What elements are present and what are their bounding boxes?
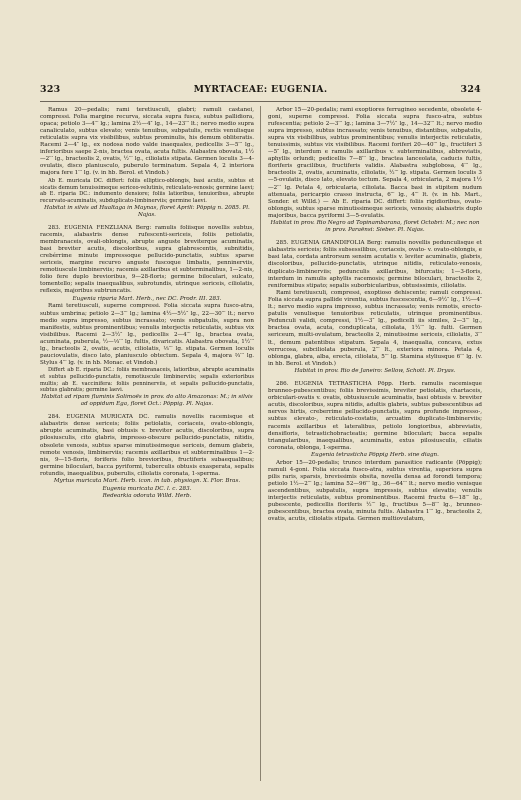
habitat-citation: Habitat in prov. Rio Negro ad Topinambarana, floret Octobri: M.; nec non in prov. Paraënsi: Sieber. Pl. Najas. — [270, 220, 480, 234]
species-heading: 284. EUGENIA MURICATA DC. ramulis novellis racemisque et alabastris dense sericeis; foliis petiolatis, coriaceis, ovato-oblongis, abrupte acuminatis, basi obtusis v. breviter acutis, discoloribus, supra pilosiusculis, cito glabris, impresso-obscure pellucido-punctatis, nitidis, obsolete venosis, subtus sparse minutissimeque sericeis, demum glabris, remote venosis, limbinerviis; racemis axillaribus et subterminalibus 1—2-nis, 9—15-floris, foriferis folio brevioribus, fructiferis subaequalibus; germine biloculari, bacca pyriformi, tuberculis obtusis exasperata, sepalis rotundis, inaequalibus, puberulis, ciliolatis coronata, 1-sperma. — [40, 414, 254, 477]
synonym-citation: Myrtus muricata Mart. Herb. icon. in tab. physiogn. X. Flor. Bras. — [53, 478, 241, 485]
species-heading: 285. EUGENIA GRANDIFOLIA Berg: ramulis novellis pedunculisque et alabastris sericeis; foliis subsessilibus, coriaceis, ovato- v. ovato-oblongis, e basi lata, cordata antrorsum sensim acutatis v. leviter acuminatis, glabris, discoloribus, pellucido-punctatis, utrinque nitidis, reticulato-venosis, duplicato-limbinerviis; pedunculis axillaribus, bifurcatis; 1—3-floris, interdum in ramulis aphyllis racemosis; germine biloculari, bracteolis 2, reniformibus stipato; sepalis suborbicularibus, obtusissimis, ciliolatis. — [268, 240, 482, 289]
habitat-citation: Habitat in prov. Rio de Janeiro: Sellow, Schott. Pl. Dryas. — [294, 368, 456, 375]
right-column — [268, 107, 482, 523]
synonym-citation: Eugenia riparia Mart. Herb., nec DC. Prodr. III. 283. — [72, 295, 222, 302]
page-number-left: 323 — [40, 84, 61, 95]
synonym-citation: Eugenia muricata DC. l. c. 283. — [102, 485, 192, 492]
habitat-citation: Habitat in silvis ad Hualtaga in Maynas, floret Aprili: Pöppig n. 2085. Pl. Najas. — [44, 204, 250, 218]
synonym-citation: Redearkia odorata Willd. Herb. — [102, 493, 192, 500]
species-heading: 286. EUGENIA TETRASTICHA Pöpp. Herb. ramulis racemisque brunneo-pubescentibus; foliis brevissimis, breviter petiolatis, chartaceis, orbiculari-ovatis v. ovatis, obtusiuscule acuminatis, basi obtusis v. breviter acutis, discoloribus, supra nitidis, adultis glabris, subtus pubescentibus ad nervos hirtis, creberrime pellucido-punctatis, supra profunde impresso-, subtus elevato-, reticulato-costatis, arcuatim duplicato-limbinerviis; racemis axillaribus et lateralibus, petiolo longioribus, abbreviatis, densifloris, tetrastichobracteatis; germine biloculari; bacca sepalis triangularibus, inaequalibus, acuminatis, extus pilosiusculis, ciliatis coronata, oblonga, 1-sperma. — [268, 381, 482, 451]
habitat-citation: Habitat ad ripam fluminis Solimoës in prov. do alto Amazonas: M.; in silvis ad oppidum Ega, floret Oct.: Pöppig. Pl. Najas. — [41, 394, 253, 408]
header-rule — [40, 101, 481, 102]
paragraph: Ramus 20—pedalis; rami teretiusculi, glabri; ramuli castanei, compressi. Folia margine recurva, siccata supra fusca, subtus pallidiora, opaca; petiolo 3—4′′′ lg.; lamina 2½—4″ lg., 14—23′′′ lt.; nervo medio supra canaliculato, subtus elevato; venis tenuibus, subpatulis, rectis venulisque reticulatis supra vix visibilibus, subtus prominulis, his demum obliteratis. Racemi 2—4″ lg., ex nodosa nodo valde inaequales, pedicellis 3—5′′′ lg., inferioribus saepe 2-nis, bractea ovata, acuta fultis. Alabastra obovata, 1½—2′′′ lg., bracteolis 2, ovatis, ½′′′ lg., ciliolatis stipata. Germen loculis 3—4-ovulatis, disco planiusculo, puberulo terminatum. Sepala 4, 2 interiora majora fere 1′′′ lg. (v. in hb. Berol. et Vindob.) — [40, 107, 254, 177]
left-column — [40, 107, 254, 500]
paragraph: Arbor 15—20-pedalis; trunco interdum parasitice radicante (Pöppig); ramuli 4-goni. Folia siccata fusco-atra, subtus virentia, superiora supra pilis raris, sparsis, brevissimis obsita, novella densa ad forondi tempora; petiolo 1½—2′′′ lg.; lamina 52—96′′′ lg., 36—64′′′ lt.; nervo medio venisque ascendentibus, subpatulis, supra impressis, subtus elevatis; venulis interjectis reticulatis, subtus prominentibus. Racemi fructu 6—18′′′ lg., pubescente, pedicellis floriferis ½′′′ lg., fructibus 5—8′′′ lg., brunneo-pubescentibus, bractea ovata, minuta fultis. Alabastra 1′′′ lg., bracteolis 2, ovatis, acutis, ciliolatis stipata. Germen multiovulatum, — [268, 459, 482, 523]
paragraph: Rami teretiusculi, superne compressi. Folia siccata supra fusco-atra, subtus umbrina; petiolo 2—3′′′ lg.; lamina 4½—5½″ lg., 22—30′′′ lt.; nervo medio supra impresso, subtus incrassato; venis subpatulis, supra non manifestis, subtus prominentibus; venulis interjectis reticulatis, subtus vix visibilibus. Racemi 2—3½″ lg., pedicellis 2—4′′′ lg., bractea ovata, acuminata, puberula, ½—⅓′′′ lg. fultis, divaricatis. Alabastra obovata, 1½′′′ lg., bracteolis 2, ovatis, acutis, ciliolatis, ⅓′′′ lg. stipata. Germen loculis pauciovulatis, disco lato, planiusculo obtectum. Sepala 4, majora ⅔′′′ lg. Stylus 4′′′ lg. (v. in hb. Monac. et Vindob.) — [40, 303, 254, 366]
diagnosis-note: Ab E. muricata DC. differt: foliis elliptico-oblongis, basi acutis, subtus et sicatis demum tenuissimeque sericeo-velutinis, reticulato-venosis; germine laevi; ab E. riparia DC.: indumento densiore; foliis latioribus, tenuioribus, abrupte recurvato-acuminatis, subduplicato-limbinerviis; germine laevi. — [40, 177, 254, 204]
paragraph: Arbor 15—20-pedalis; rami exoptiores ferrugineo secedente, obsolete 4-goni, superne compressi. Folia siccata supra fusco-atra, subtus rufescentia; petiolo 2—3′′′ lg.; lamina 3—7½″ lg., 14—32′′′ lt.; nervo medio supra impresso, subtus incrassato; venis tenuibus, distantibus, subpatulis, supra vix visibilibus, subtus prominentibus; venulis interjectis reticulatis, tenuissimis, subtus vix visibilibus. Racemi foriferi 20—40′′′ lg., fructiferi 3—5″ lg., interdum e ramulis axillaribus v. subterminalibus, abbreviatis, aphyllis orlundi; pedicellis 7—8′′′ lg., bractea lanceolata, caducis fultis, floriferis gracilibus, fructiferis validis. Alabastra subglobosa, 4′′′ lg., bracteolis 2, ovatis, acuminatis, ciliolatis, ½′′′ lg. stipata. Germen loculis 3—5-ovulatis, disco lato, elevato tectum. Sepala 4, orbicularia, 2 majora 1½—2′′′ lg. Petala 4, orbicularia, ciliolata. Bacca basi in stipitem nudum attenuata, pericarpio crasso instructa, 6′′′ lg., 4′′′ lt. (v. in hb. Mart., Sonder. et Willd.) — Ab E. riparia DC. differt: foliis rigidioribus, ovato-oblongis, subtus sparse minutissimeque sericeis, venosis; alabastris duplo majoribus, bacca pyriformi 3—5-ovulatis. — [268, 107, 482, 219]
running-title: MYRTACEAE: EUGENIA. — [193, 84, 328, 95]
synonym-citation: Eugenia tetrasticha Pöppig Herb. sine diagn. — [311, 452, 439, 459]
paragraph: Rami teretiusculi, compressi, exoptioso dehiscente; ramuli compressi. Folia siccata supra pallide virentia, subtus fuscescentia, 6—9½″ lg., 1½—4″ lt.; nervo medio supra impresso, subtus incrassato; venis remotis, erecto-patulis venulisque tenuioribus reticulatis, utrinque prominentibus. Pedunculi validi, compressi, 1½—3″ lg., pedicelli iis similes, 2—3′′′ lg., bractea ovata, acuta, conduplicata, ciliolata, 1½′′′ lg. fulti. Germen sericeum, multi-ovulatum, bracteolis 2, minutissime sericeis, ciliolatis, 3′′′ lt., demum patentibus stipatum. Sepala 4, inaequalia, concava, extus verrucosa, subciliolata puberula, 2′′′ lt., exteriora minora. Petala 4, oblonga, glabra, alba, erecta, ciliolata, 5′′′ lg. Stamina styliusque 6′′′ lg. (v. in hb. Berol. et Vindob.) — [268, 290, 482, 367]
running-header — [40, 84, 481, 98]
species-heading: 283. EUGENIA FENZLIANA Berg: ramulis foliisque novellis subtus, racemis, alabastris dense rufescenti-sericeis, foliis petiolatis, membranaceis, ovali-oblongis, abrupte anguste breviterque acuminatis, basi breviter acutis, discoloribus, supra glabrescentis, subnitidis, crebérrime minute impressoque pellucido-punctatis, subtus sparse sericeis, margine recurvo anguste fuscoque limbatis, penninerviis, remotiuscule limbinerviis; racemis axillaribus et subterminalibus, 1—2-nis, folio fere duplo brevioribus, 9—28-floris; germine biloculari, sulcato, tomentello; sepalis inaequalibus, subrotundis, utrinque sericeis, ciliolatis, reflexis, majoribus subtruncatis. — [40, 224, 254, 295]
page-number-right: 324 — [460, 84, 481, 95]
diagnosis-note: Differt ab E. riparia DC.: foliis membranaceis, latioribus, abrupte acuminatis et subtus pellucido-punctatis, remotiuscule limbinerviis; sepalis exterioribus multis; ab E. vaccinifera: foliis penninerviis, et sepalis pellucido-punctatis, subtus glabratis; germine laevi. — [40, 367, 254, 394]
column-divider — [260, 106, 261, 781]
